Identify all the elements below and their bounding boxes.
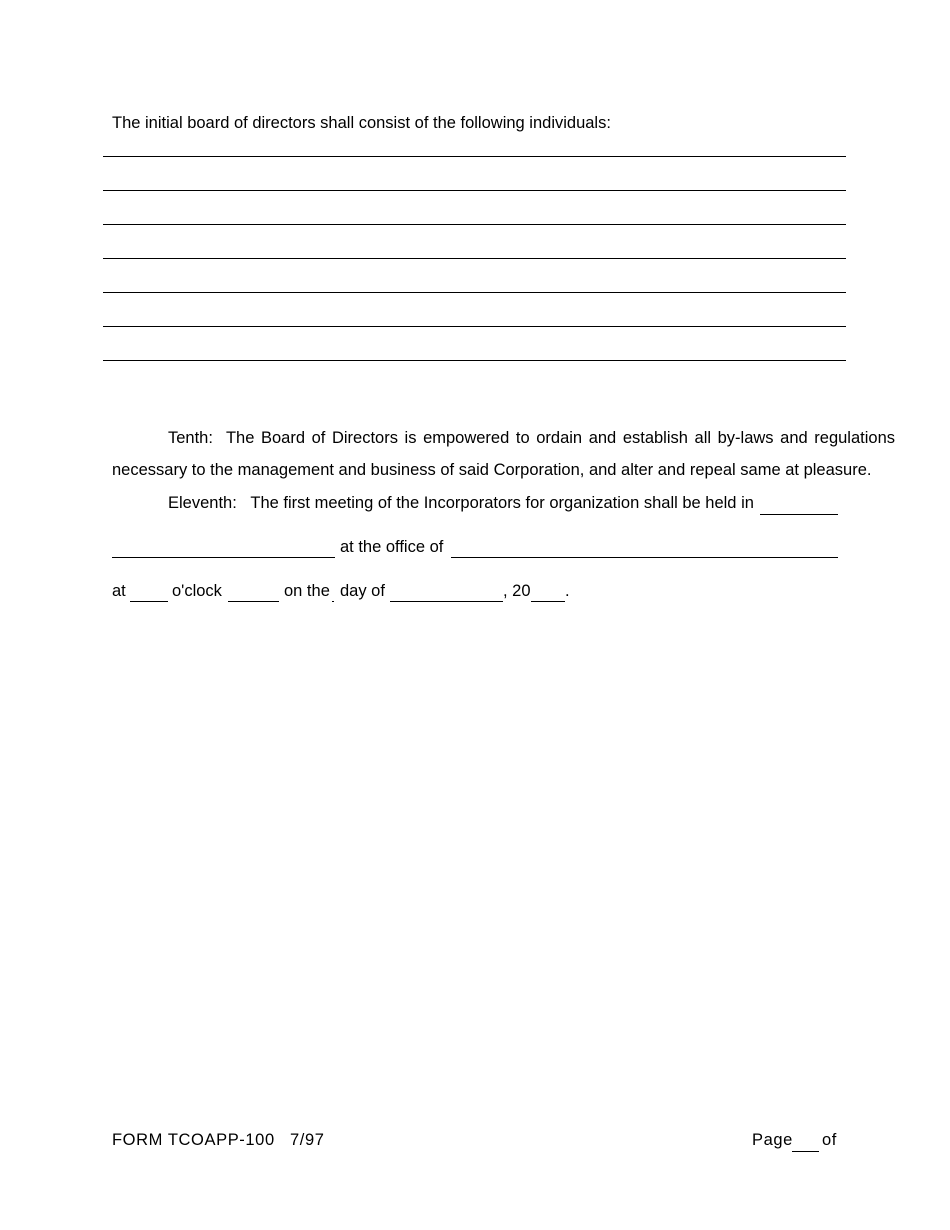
page-number-field[interactable] (792, 1137, 819, 1152)
director-line-2[interactable] (103, 190, 846, 191)
day-of-label: day of (340, 582, 385, 600)
director-line-4[interactable] (103, 258, 846, 259)
meeting-place-field[interactable] (760, 500, 838, 515)
at-label: at (112, 582, 126, 600)
tenth-heading: Tenth: (168, 429, 213, 447)
on-the-label: on the (284, 582, 330, 600)
form-id: FORM TCOAPP-100 (112, 1131, 275, 1149)
page-label: Page (752, 1131, 793, 1149)
am-pm-field[interactable] (228, 587, 279, 602)
board-intro: The initial board of directors shall consist of the following individuals: (112, 114, 611, 132)
year-prefix: , 20 (503, 582, 531, 600)
director-line-6[interactable] (103, 326, 846, 327)
eleventh-line-1 (168, 493, 754, 513)
sentence-end: . (565, 582, 570, 600)
hour-field[interactable] (130, 587, 168, 602)
tenth-line-2: necessary to the management and business of said Corporation, and alter and repeal same at pleasure. (112, 461, 872, 479)
day-field[interactable] (332, 587, 334, 602)
director-line-1[interactable] (103, 156, 846, 157)
year-field[interactable] (531, 587, 565, 602)
tenth-line-1 (168, 428, 895, 448)
tenth-line-1-text: The Board of Directors is empowered to ordain and establish all by-laws and regulations (225, 429, 895, 447)
director-line-5[interactable] (103, 292, 846, 293)
oclock-label: o'clock (172, 582, 222, 600)
eleventh-line-1-text: The first meeting of the Incorporators for organization shall be held in (250, 494, 754, 512)
page-of-label: of (822, 1131, 837, 1149)
form-date: 7/97 (290, 1131, 325, 1149)
meeting-place-field-cont[interactable] (112, 543, 335, 558)
director-line-3[interactable] (103, 224, 846, 225)
director-line-7[interactable] (103, 360, 846, 361)
month-field[interactable] (390, 587, 503, 602)
eleventh-heading: Eleventh: (168, 494, 237, 512)
office-of-label: at the office of (340, 538, 444, 556)
office-of-field[interactable] (451, 543, 838, 558)
